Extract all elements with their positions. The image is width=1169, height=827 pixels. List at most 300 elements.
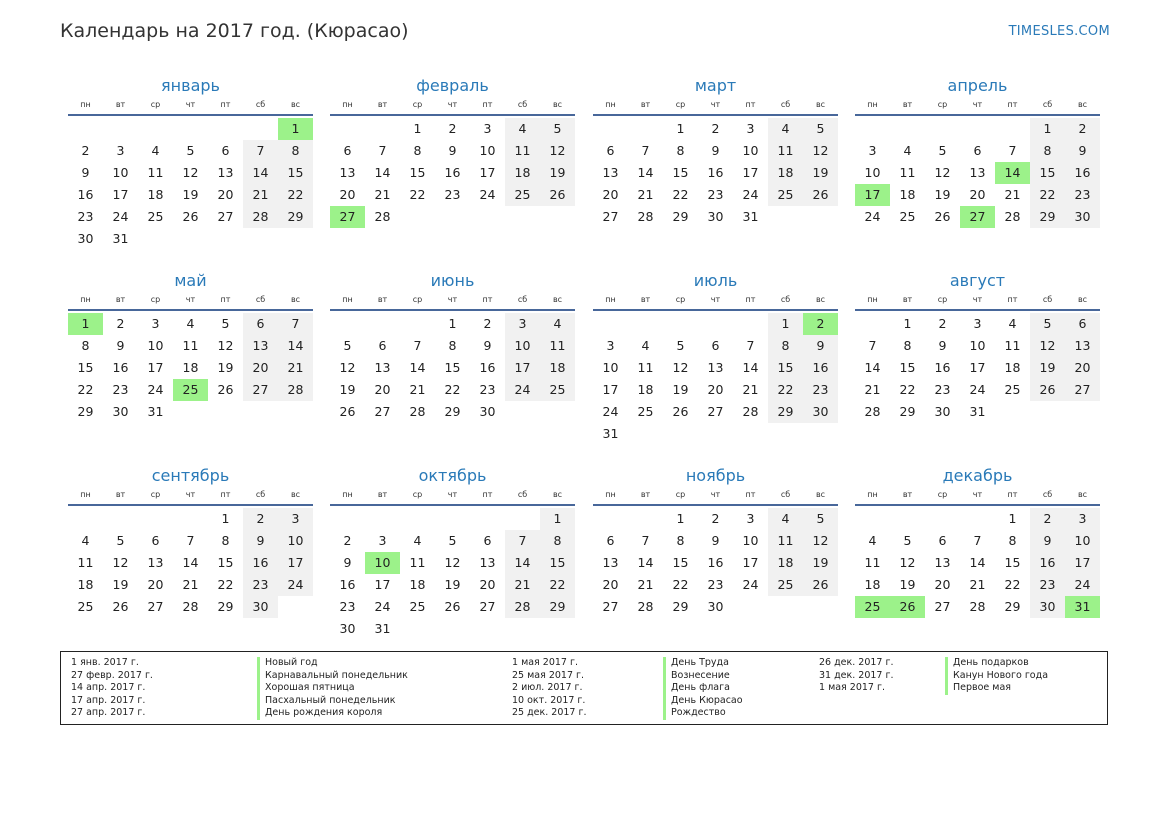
day-cell: 22: [409, 187, 426, 202]
weekday-label: пн: [80, 490, 91, 499]
day-cell: 8: [1030, 140, 1065, 162]
day-grid: [68, 508, 313, 618]
day-cell: 15: [444, 360, 461, 375]
weekday-label: чт: [710, 490, 721, 499]
page-title: Календарь на 2017 год. (Кюрасао): [60, 20, 409, 42]
day-cell: 27: [602, 599, 619, 614]
day-cell: 26: [540, 184, 575, 206]
weekday-header: [855, 293, 1100, 311]
day-cell: 16: [1065, 162, 1100, 184]
day-cell: 25: [637, 404, 654, 419]
day-cell: 19: [1030, 357, 1065, 379]
day-cell: 24: [112, 209, 129, 224]
day-cell: 15: [1030, 162, 1065, 184]
day-cell: 16: [803, 357, 838, 379]
day-cell: 21: [409, 382, 426, 397]
weekday-label: вс: [815, 295, 826, 304]
day-cell: 13: [479, 555, 496, 570]
weekday-label: пт: [1007, 100, 1018, 109]
empty-cell: [960, 118, 995, 140]
empty-cell: [855, 508, 890, 530]
day-cell: 17: [278, 552, 313, 574]
day-cell: 2: [711, 121, 720, 136]
day-cell: 28: [374, 209, 391, 224]
weekday-label: пн: [605, 295, 616, 304]
day-cell: 23: [479, 382, 496, 397]
weekday-label: чт: [185, 490, 196, 499]
day-cell: 4: [768, 118, 803, 140]
day-cell: 16: [112, 360, 129, 375]
site-link[interactable]: TIMESLES.COM: [1008, 24, 1110, 39]
day-cell: 5: [903, 533, 912, 548]
day-cell: 19: [899, 577, 916, 592]
day-cell: 5: [803, 508, 838, 530]
day-cell: 29: [1004, 599, 1021, 614]
weekday-label: вс: [815, 490, 826, 499]
day-cell: 20: [339, 187, 356, 202]
legend-dates-column: [819, 657, 894, 695]
weekday-label: вт: [377, 100, 388, 109]
legend-date: 27 апр. 2017 г.: [71, 707, 146, 719]
legend-date: 1 мая 2017 г.: [512, 657, 578, 668]
legend-date: 17 апр. 2017 г.: [71, 694, 146, 706]
month-block: [330, 464, 575, 640]
empty-cell: [698, 313, 733, 335]
day-cell: 2: [1030, 508, 1065, 530]
weekday-label: пн: [80, 295, 91, 304]
weekday-label: пт: [482, 490, 493, 499]
weekday-label: ср: [150, 295, 161, 304]
weekday-label: пт: [220, 490, 231, 499]
day-cell: 3: [746, 511, 755, 526]
day-cell: 25: [147, 209, 164, 224]
day-cell: 8: [413, 143, 422, 158]
day-cell: 9: [1030, 530, 1065, 552]
day-cell: 9: [81, 165, 90, 180]
weekday-label: ср: [412, 100, 423, 109]
day-cell: 2: [343, 533, 352, 548]
day-cell: 29: [540, 596, 575, 618]
day-cell: 4: [1008, 316, 1017, 331]
day-cell: 31: [602, 426, 619, 441]
day-cell: 12: [339, 360, 356, 375]
weekday-label: вт: [902, 295, 913, 304]
day-cell: 11: [147, 165, 164, 180]
weekday-label: пт: [1007, 490, 1018, 499]
day-cell: 17: [147, 360, 164, 375]
day-cell: 26: [339, 404, 356, 419]
weekday-label: ср: [675, 490, 686, 499]
legend-holiday-name: Рождество: [663, 707, 743, 720]
empty-cell: [663, 313, 698, 335]
day-cell: 13: [969, 165, 986, 180]
month-block: [330, 269, 575, 423]
day-cell: 24: [479, 187, 496, 202]
day-cell: 4: [903, 143, 912, 158]
day-cell: 7: [278, 313, 313, 335]
day-cell: 8: [903, 338, 912, 353]
day-cell: 14: [864, 360, 881, 375]
month-name: июнь: [430, 271, 475, 290]
day-cell: 14: [374, 165, 391, 180]
day-cell: 10: [112, 165, 129, 180]
day-cell: 30: [339, 621, 356, 636]
day-cell: 31: [742, 209, 759, 224]
day-cell: 21: [243, 184, 278, 206]
weekday-label: вс: [290, 295, 301, 304]
day-cell: 24: [374, 599, 391, 614]
day-cell: 20: [147, 577, 164, 592]
day-cell: 23: [444, 187, 461, 202]
day-cell: 22: [217, 577, 234, 592]
weekday-label: пн: [867, 490, 878, 499]
day-cell: 20: [707, 382, 724, 397]
weekday-label: чт: [972, 100, 983, 109]
weekday-label: ср: [412, 295, 423, 304]
empty-cell: [733, 313, 768, 335]
weekday-label: сб: [517, 295, 528, 304]
legend-date: 26 дек. 2017 г.: [819, 657, 894, 668]
day-cell: 18: [1004, 360, 1021, 375]
day-cell: 5: [343, 338, 352, 353]
weekday-label: вт: [377, 295, 388, 304]
day-cell: 22: [1004, 577, 1021, 592]
day-cell: 9: [938, 338, 947, 353]
day-cell: 16: [934, 360, 951, 375]
day-cell: 31: [147, 404, 164, 419]
day-cell: 5: [116, 533, 125, 548]
day-cell: 1: [1008, 511, 1017, 526]
month-name: март: [694, 76, 737, 95]
day-cell: 12: [1030, 335, 1065, 357]
day-cell: 14: [409, 360, 426, 375]
empty-cell: [890, 118, 925, 140]
day-cell: 16: [77, 187, 94, 202]
day-cell: 17: [969, 360, 986, 375]
day-cell: 15: [672, 165, 689, 180]
day-cell: 28: [409, 404, 426, 419]
holiday-day: 2: [803, 313, 838, 335]
day-cell: 1: [540, 508, 575, 530]
day-cell: 17: [602, 382, 619, 397]
day-cell: 28: [864, 404, 881, 419]
day-cell: 23: [803, 379, 838, 401]
day-cell: 26: [1030, 379, 1065, 401]
weekday-label: чт: [972, 490, 983, 499]
day-cell: 12: [182, 165, 199, 180]
empty-cell: [330, 313, 365, 335]
weekday-label: сб: [255, 100, 266, 109]
day-cell: 20: [479, 577, 496, 592]
empty-cell: [593, 508, 628, 530]
day-cell: 1: [768, 313, 803, 335]
day-cell: 31: [969, 404, 986, 419]
day-cell: 17: [112, 187, 129, 202]
day-cell: 7: [641, 533, 650, 548]
weekday-header: [330, 293, 575, 311]
day-cell: 18: [540, 357, 575, 379]
weekday-label: чт: [972, 295, 983, 304]
day-cell: 15: [768, 357, 803, 379]
day-cell: 28: [505, 596, 540, 618]
day-cell: 4: [413, 533, 422, 548]
day-cell: 7: [505, 530, 540, 552]
empty-cell: [505, 508, 540, 530]
day-grid: [68, 118, 313, 250]
holiday-day: 14: [995, 162, 1030, 184]
month-block: [68, 74, 313, 250]
day-cell: 25: [409, 599, 426, 614]
day-cell: 10: [278, 530, 313, 552]
weekday-label: чт: [710, 295, 721, 304]
empty-cell: [855, 313, 890, 335]
weekday-header: [68, 293, 313, 311]
day-grid: [330, 118, 575, 228]
day-cell: 11: [768, 140, 803, 162]
day-cell: 8: [1008, 533, 1017, 548]
day-cell: 11: [637, 360, 654, 375]
day-cell: 21: [969, 577, 986, 592]
day-cell: 27: [602, 209, 619, 224]
day-cell: 21: [1004, 187, 1021, 202]
month-block: [593, 74, 838, 228]
day-cell: 10: [742, 143, 759, 158]
day-cell: 6: [343, 143, 352, 158]
weekday-label: вт: [902, 100, 913, 109]
legend-holiday-name: Первое мая: [945, 682, 1048, 695]
holiday-day: 25: [173, 379, 208, 401]
month-block: [68, 269, 313, 423]
day-cell: 4: [505, 118, 540, 140]
day-cell: 10: [864, 165, 881, 180]
weekday-label: вт: [377, 490, 388, 499]
holiday-day: 26: [890, 596, 925, 618]
day-cell: 21: [637, 577, 654, 592]
day-cell: 15: [672, 555, 689, 570]
day-cell: 6: [243, 313, 278, 335]
day-cell: 19: [112, 577, 129, 592]
weekday-header: [593, 488, 838, 506]
day-cell: 13: [374, 360, 391, 375]
day-cell: 3: [606, 338, 615, 353]
empty-cell: [995, 118, 1030, 140]
day-cell: 16: [243, 552, 278, 574]
day-cell: 23: [77, 209, 94, 224]
holiday-day: 31: [1065, 596, 1100, 618]
legend-holiday-name: Новый год: [257, 657, 408, 670]
weekday-label: ср: [937, 490, 948, 499]
empty-cell: [330, 508, 365, 530]
day-cell: 17: [374, 577, 391, 592]
day-grid: [855, 313, 1100, 423]
empty-cell: [330, 118, 365, 140]
day-cell: 17: [505, 357, 540, 379]
month-block: [593, 464, 838, 618]
day-cell: 6: [151, 533, 160, 548]
weekday-label: пт: [1007, 295, 1018, 304]
day-cell: 21: [505, 574, 540, 596]
day-cell: 8: [278, 140, 313, 162]
day-cell: 13: [934, 555, 951, 570]
month-name: май: [174, 271, 207, 290]
day-cell: 23: [707, 187, 724, 202]
day-cell: 22: [77, 382, 94, 397]
day-cell: 14: [505, 552, 540, 574]
day-cell: 28: [1004, 209, 1021, 224]
day-cell: 16: [1030, 552, 1065, 574]
weekday-label: чт: [447, 100, 458, 109]
day-cell: 22: [444, 382, 461, 397]
day-grid: [593, 313, 838, 445]
weekday-label: ср: [412, 490, 423, 499]
legend-date: 31 дек. 2017 г.: [819, 669, 894, 681]
day-cell: 21: [278, 357, 313, 379]
weekday-label: чт: [185, 295, 196, 304]
day-cell: 12: [540, 140, 575, 162]
day-cell: 12: [672, 360, 689, 375]
empty-cell: [593, 313, 628, 335]
day-cell: 3: [505, 313, 540, 335]
day-cell: 25: [77, 599, 94, 614]
weekday-label: пт: [745, 100, 756, 109]
month-name: сентябрь: [151, 466, 230, 485]
day-cell: 2: [938, 316, 947, 331]
day-cell: 16: [707, 165, 724, 180]
day-cell: 29: [672, 599, 689, 614]
day-cell: 30: [803, 401, 838, 423]
day-cell: 27: [707, 404, 724, 419]
day-cell: 16: [707, 555, 724, 570]
day-cell: 19: [934, 187, 951, 202]
day-cell: 25: [505, 184, 540, 206]
legend-names-column: [663, 657, 743, 720]
legend-names-column: [257, 657, 408, 720]
weekday-label: пт: [482, 100, 493, 109]
weekday-label: сб: [255, 490, 266, 499]
day-cell: 15: [278, 162, 313, 184]
day-cell: 6: [1065, 313, 1100, 335]
day-cell: 18: [182, 360, 199, 375]
day-cell: 30: [1065, 206, 1100, 228]
day-cell: 31: [112, 231, 129, 246]
day-cell: 10: [969, 338, 986, 353]
weekday-label: вс: [552, 100, 563, 109]
day-cell: 12: [112, 555, 129, 570]
day-cell: 28: [742, 404, 759, 419]
weekday-label: пт: [482, 295, 493, 304]
day-cell: 9: [711, 143, 720, 158]
day-grid: [593, 508, 838, 618]
day-cell: 14: [637, 555, 654, 570]
day-cell: 27: [934, 599, 951, 614]
legend-holiday-name: Вознесение: [663, 670, 743, 683]
day-cell: 8: [448, 338, 457, 353]
day-cell: 20: [602, 187, 619, 202]
legend-names-column: [945, 657, 1048, 695]
month-name: июль: [693, 271, 738, 290]
day-cell: 30: [112, 404, 129, 419]
day-cell: 18: [77, 577, 94, 592]
day-cell: 13: [243, 335, 278, 357]
day-cell: 4: [768, 508, 803, 530]
empty-cell: [243, 118, 278, 140]
weekday-label: чт: [447, 295, 458, 304]
day-cell: 19: [540, 162, 575, 184]
day-cell: 11: [182, 338, 199, 353]
day-cell: 10: [1065, 530, 1100, 552]
legend-holiday-name: День Труда: [663, 657, 743, 670]
weekday-label: вс: [290, 100, 301, 109]
day-cell: 23: [1030, 574, 1065, 596]
month-name: февраль: [416, 76, 489, 95]
day-cell: 19: [803, 162, 838, 184]
day-cell: 7: [868, 338, 877, 353]
empty-cell: [138, 118, 173, 140]
day-cell: 24: [969, 382, 986, 397]
day-cell: 14: [637, 165, 654, 180]
legend-holiday-name: День подарков: [945, 657, 1048, 670]
day-grid: [593, 118, 838, 228]
weekday-label: сб: [517, 100, 528, 109]
day-cell: 19: [803, 552, 838, 574]
day-cell: 19: [444, 577, 461, 592]
day-cell: 4: [540, 313, 575, 335]
weekday-label: пн: [342, 295, 353, 304]
day-cell: 23: [112, 382, 129, 397]
day-cell: 14: [278, 335, 313, 357]
day-cell: 16: [479, 360, 496, 375]
weekday-label: пт: [220, 295, 231, 304]
day-cell: 5: [676, 338, 685, 353]
day-cell: 4: [151, 143, 160, 158]
legend-holiday-name: Карнавальный понедельник: [257, 670, 408, 683]
weekday-label: ср: [937, 100, 948, 109]
month-name: ноябрь: [685, 466, 746, 485]
day-cell: 11: [864, 555, 881, 570]
day-cell: 11: [77, 555, 94, 570]
day-cell: 6: [221, 143, 230, 158]
day-cell: 18: [409, 577, 426, 592]
day-cell: 22: [899, 382, 916, 397]
weekday-label: пн: [605, 490, 616, 499]
day-cell: 3: [116, 143, 125, 158]
day-cell: 22: [672, 187, 689, 202]
day-cell: 7: [243, 140, 278, 162]
empty-cell: [855, 118, 890, 140]
day-cell: 22: [278, 184, 313, 206]
month-name: январь: [161, 76, 220, 95]
day-cell: 27: [217, 209, 234, 224]
weekday-label: пт: [745, 295, 756, 304]
day-cell: 10: [742, 533, 759, 548]
day-cell: 26: [444, 599, 461, 614]
day-cell: 11: [768, 530, 803, 552]
legend-date: 25 дек. 2017 г.: [512, 707, 587, 719]
day-cell: 24: [147, 382, 164, 397]
weekday-label: ср: [150, 100, 161, 109]
day-cell: 18: [864, 577, 881, 592]
weekday-label: вт: [640, 490, 651, 499]
weekday-header: [855, 488, 1100, 506]
holiday-legend: [60, 651, 1108, 725]
holiday-day: 1: [68, 313, 103, 335]
day-cell: 29: [77, 404, 94, 419]
empty-cell: [890, 508, 925, 530]
weekday-header: [855, 98, 1100, 116]
day-cell: 12: [444, 555, 461, 570]
day-cell: 21: [182, 577, 199, 592]
day-cell: 2: [483, 316, 492, 331]
